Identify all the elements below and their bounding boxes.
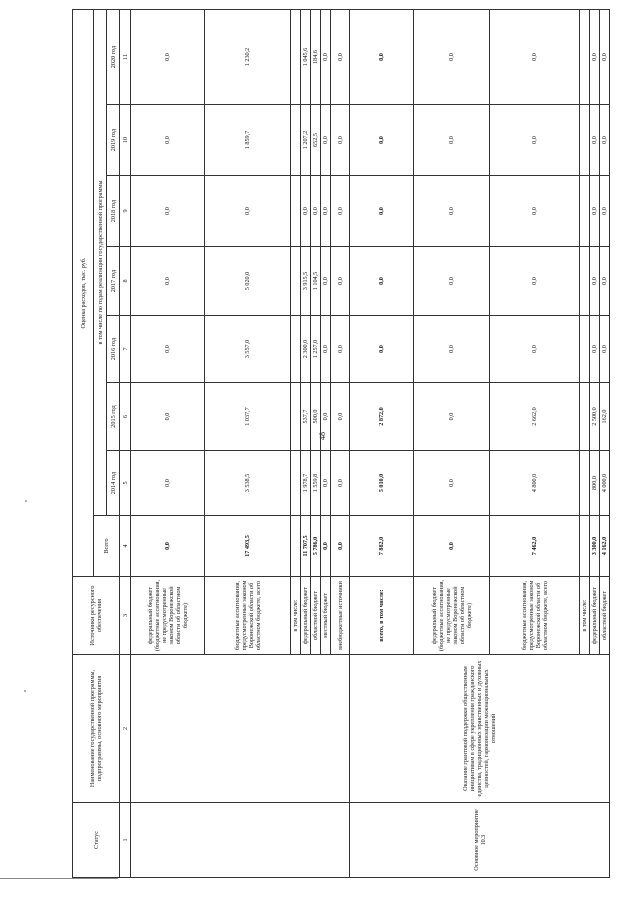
year-value-cell: 0,0 <box>321 383 331 451</box>
year-value-cell: 0,0 <box>311 176 321 247</box>
year-value-cell: 0,0 <box>350 10 414 105</box>
year-value-cell <box>580 10 590 105</box>
year-value-cell: 0,0 <box>321 316 331 383</box>
column-number-row <box>120 10 131 878</box>
source-cell: федеральный бюджет (бюджетные ассигнования, не предусмотренные законом Воронежской области об областном бюджете) <box>131 577 205 655</box>
source-cell: всего, в том числе: <box>350 577 414 655</box>
header-row-1 <box>73 10 94 878</box>
source-cell: федеральный бюджет <box>301 577 311 655</box>
year-value-cell: 0,0 <box>350 105 414 176</box>
year-value-cell: 1 559,8 <box>311 451 321 516</box>
year-value-cell: 0,0 <box>414 383 490 451</box>
year-value-cell: 0,0 <box>600 176 610 247</box>
year-value-cell <box>291 451 301 516</box>
year-value-cell: 0,0 <box>321 105 331 176</box>
year-value-cell: 0,0 <box>590 247 600 316</box>
year-value-cell <box>580 105 590 176</box>
year-value-cell: 0,0 <box>205 176 291 247</box>
rotated-table-container <box>72 10 608 878</box>
col-number: 1 <box>120 803 131 878</box>
year-value-cell: 500,0 <box>311 383 321 451</box>
year-value-cell <box>291 10 301 105</box>
year-value-cell: 184,6 <box>311 10 321 105</box>
year-value-cell: 5 010,0 <box>350 451 414 516</box>
year-value-cell: 3 557,0 <box>205 316 291 383</box>
header-sources: Источники ресурсного обеспечения <box>73 577 120 655</box>
year-value-cell: 0,0 <box>321 10 331 105</box>
year-value-cell: 5 020,0 <box>205 247 291 316</box>
source-cell: областной бюджет <box>311 577 321 655</box>
col-number: 5 <box>120 451 131 516</box>
total-cell: 0,0 <box>331 516 350 577</box>
year-value-cell: 0,0 <box>131 105 205 176</box>
year-value-cell: 1 257,0 <box>311 316 321 383</box>
year-value-cell: 0,0 <box>414 10 490 105</box>
year-value-cell: 162,0 <box>600 383 610 451</box>
year-value-cell: 0,0 <box>321 451 331 516</box>
col-number: 11 <box>120 10 131 105</box>
year-value-cell: 1 859,7 <box>205 105 291 176</box>
year-value-cell: 2 300,0 <box>301 316 311 383</box>
header-year: 2014 год <box>107 451 120 516</box>
year-value-cell <box>291 105 301 176</box>
header-year: 2017 год <box>107 247 120 316</box>
year-value-cell: 1 230,2 <box>205 10 291 105</box>
table-row <box>350 10 414 878</box>
total-cell: 17 493,5 <box>205 516 291 577</box>
year-value-cell: 0,0 <box>414 247 490 316</box>
year-value-cell: 0,0 <box>490 176 580 247</box>
header-year: 2020 год <box>107 10 120 105</box>
source-cell: в том числе: <box>580 577 590 655</box>
scan-artifact <box>24 690 26 692</box>
header-year: 2016 год <box>107 316 120 383</box>
source-cell: в том числе: <box>291 577 301 655</box>
total-cell: 5 786,0 <box>311 516 321 577</box>
header-year: 2015 год <box>107 383 120 451</box>
source-cell: бюджетные ассигнования, предусмотренные законом Воронежской области об областном бюджете, всего <box>490 577 580 655</box>
status-cell <box>131 803 350 878</box>
source-cell: внебюджетные источники <box>331 577 350 655</box>
year-value-cell: 0,0 <box>414 176 490 247</box>
source-cell: федеральный бюджет <box>590 577 600 655</box>
source-cell: федеральный бюджет (бюджетные ассигнования, не предусмотренные законом Воронежской области об областном бюджете) <box>414 577 490 655</box>
year-value-cell <box>291 383 301 451</box>
year-value-cell: 0,0 <box>414 451 490 516</box>
year-value-cell: 0,0 <box>490 316 580 383</box>
header-total: Всего <box>94 516 120 577</box>
year-value-cell: 0,0 <box>131 10 205 105</box>
page-number: 48 <box>318 432 327 440</box>
total-cell <box>580 516 590 577</box>
year-value-cell: 0,0 <box>131 451 205 516</box>
year-value-cell <box>291 176 301 247</box>
source-cell: бюджетные ассигнования, предусмотренные законом Воронежской области об областном бюджете, всего <box>205 577 291 655</box>
col-number: 10 <box>120 105 131 176</box>
total-cell: 0,0 <box>414 516 490 577</box>
year-value-cell: 0,0 <box>331 176 350 247</box>
total-cell <box>291 516 301 577</box>
status-cell: Основное мероприятие 10.3 <box>350 803 610 878</box>
year-value-cell <box>580 316 590 383</box>
year-value-cell: 4 000,0 <box>600 451 610 516</box>
col-number: 3 <box>120 577 131 655</box>
year-value-cell: 800,0 <box>590 451 600 516</box>
year-value-cell: 0,0 <box>331 10 350 105</box>
year-value-cell: 1 104,5 <box>311 247 321 316</box>
total-cell: 4 162,0 <box>600 516 610 577</box>
year-value-cell: 0,0 <box>131 316 205 383</box>
year-value-cell <box>580 247 590 316</box>
year-value-cell: 2 872,0 <box>350 383 414 451</box>
year-value-cell: 0,0 <box>350 247 414 316</box>
year-value-cell: 0,0 <box>600 10 610 105</box>
year-value-cell: 1 978,7 <box>301 451 311 516</box>
header-by-years: в том числе по годам реализации государственной программы <box>94 10 107 516</box>
year-value-cell: 0,0 <box>131 247 205 316</box>
col-number: 2 <box>120 655 131 803</box>
year-value-cell <box>580 176 590 247</box>
year-value-cell: 1 037,7 <box>205 383 291 451</box>
year-value-cell <box>580 383 590 451</box>
year-value-cell <box>291 247 301 316</box>
year-value-cell: 1 207,2 <box>301 105 311 176</box>
year-value-cell: 1 045,6 <box>301 10 311 105</box>
year-value-cell: 0,0 <box>331 105 350 176</box>
col-number: 9 <box>120 176 131 247</box>
col-number: 4 <box>120 516 131 577</box>
year-value-cell: 0,0 <box>331 383 350 451</box>
year-value-cell: 0,0 <box>331 451 350 516</box>
total-cell: 0,0 <box>131 516 205 577</box>
year-value-cell: 0,0 <box>490 105 580 176</box>
year-value-cell: 0,0 <box>590 10 600 105</box>
year-value-cell: 0,0 <box>590 105 600 176</box>
budget-table <box>72 9 610 878</box>
total-cell: 11 707,5 <box>301 516 311 577</box>
year-value-cell: 0,0 <box>331 247 350 316</box>
year-value-cell: 4 800,0 <box>490 451 580 516</box>
year-value-cell: 0,0 <box>350 316 414 383</box>
program-name-cell <box>131 655 350 803</box>
header-program-name: Наименование государственной программы, подпрограммы, основного мероприятия <box>73 655 120 803</box>
year-value-cell: 0,0 <box>490 10 580 105</box>
year-value-cell: 2 662,0 <box>490 383 580 451</box>
col-number: 8 <box>120 247 131 316</box>
total-cell: 0,0 <box>321 516 331 577</box>
header-year: 2019 год <box>107 105 120 176</box>
year-value-cell: 0,0 <box>131 383 205 451</box>
year-value-cell: 0,0 <box>590 176 600 247</box>
scan-artifact <box>25 500 27 502</box>
year-value-cell: 0,0 <box>600 247 610 316</box>
year-value-cell: 0,0 <box>321 247 331 316</box>
year-value-cell <box>291 316 301 383</box>
source-cell: местный бюджет <box>321 577 331 655</box>
year-value-cell: 0,0 <box>414 316 490 383</box>
year-value-cell: 0,0 <box>414 105 490 176</box>
year-value-cell: 0,0 <box>600 105 610 176</box>
footer-rule <box>0 878 118 879</box>
year-value-cell: 3 915,5 <box>301 247 311 316</box>
year-value-cell: 537,7 <box>301 383 311 451</box>
header-status: Статус <box>73 803 120 878</box>
year-value-cell: 0,0 <box>331 316 350 383</box>
year-value-cell <box>580 451 590 516</box>
total-cell: 7 462,0 <box>490 516 580 577</box>
year-value-cell: 3 538,5 <box>205 451 291 516</box>
program-name-cell: Оказание грантовой поддержки общественным инициативам в сфере укрепления гражданского единства, традиционных нравственных и духовных ценностей, гармонизации межнациональных отношений <box>350 655 610 803</box>
year-value-cell: 0,0 <box>600 316 610 383</box>
col-number: 6 <box>120 383 131 451</box>
source-cell: областной бюджет <box>600 577 610 655</box>
table-row <box>131 10 205 878</box>
year-value-cell: 2 500,0 <box>590 383 600 451</box>
header-estimate: Оценка расходов, тыс. руб. <box>73 10 94 577</box>
year-value-cell: 0,0 <box>350 176 414 247</box>
header-year: 2018 год <box>107 176 120 247</box>
total-cell: 7 882,0 <box>350 516 414 577</box>
year-value-cell: 0,0 <box>321 176 331 247</box>
col-number: 7 <box>120 316 131 383</box>
year-value-cell: 0,0 <box>301 176 311 247</box>
year-value-cell: 0,0 <box>490 247 580 316</box>
year-value-cell: 652,5 <box>311 105 321 176</box>
total-cell: 3 300,0 <box>590 516 600 577</box>
year-value-cell: 0,0 <box>590 316 600 383</box>
table-body <box>73 10 610 878</box>
year-value-cell: 0,0 <box>131 176 205 247</box>
